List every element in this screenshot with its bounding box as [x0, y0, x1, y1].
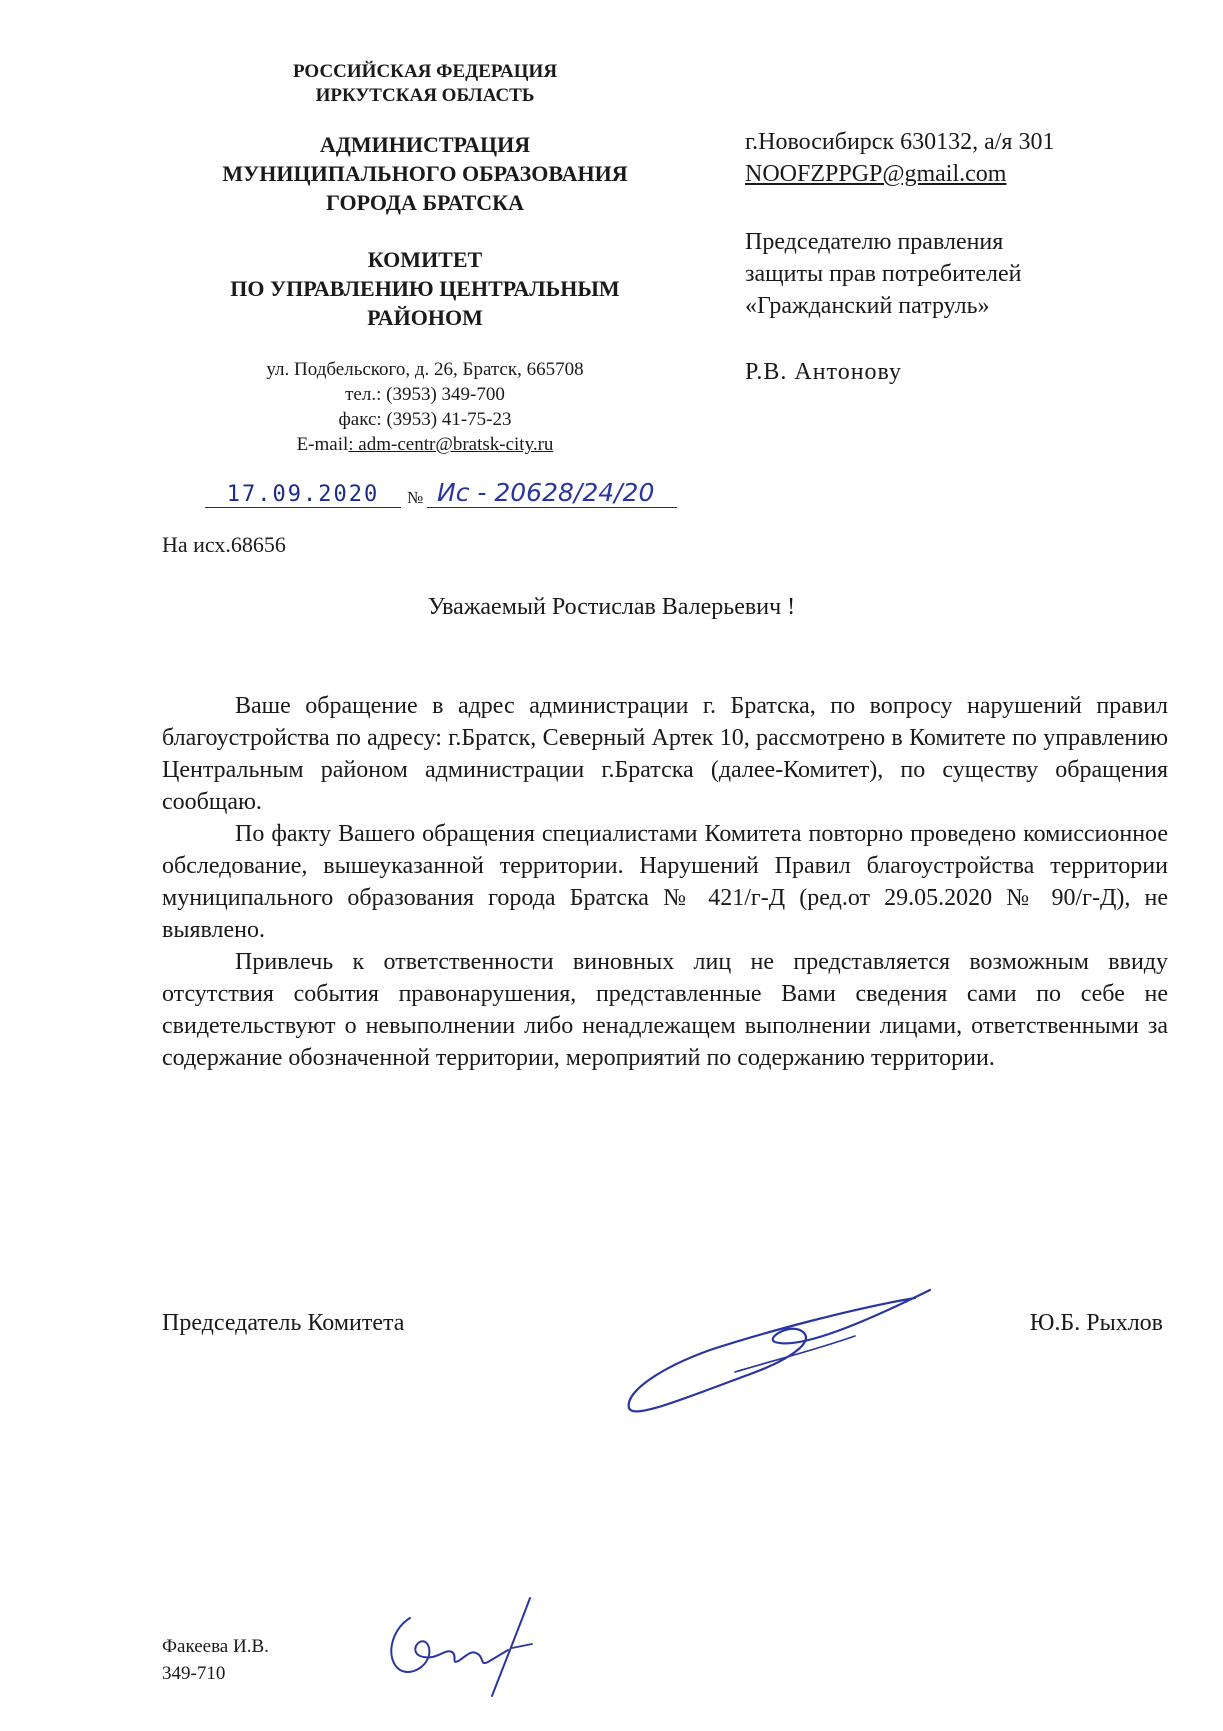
body-paragraph: По факту Вашего обращения специалистами Комитета повторно проведено комиссионное обследование, вышеуказанной территории. Нарушений Правил благоустройства территории муниципального образования города Братска № 421/г-Д (ред.от 29.05.2020 № 90/г-Д), не выявлено.	[162, 821, 1168, 943]
addressee-position-block	[745, 226, 1185, 322]
committee-header	[165, 245, 685, 332]
letter-body	[162, 690, 1168, 1074]
addressee-email-link[interactable]: NOOFZPPGP@gmail.com	[745, 161, 1007, 187]
signatory-name: Ю.Б. Рыхлов	[1029, 1310, 1163, 1336]
body-paragraph: Ваше обращение в адрес администрации г. Братска, по вопросу нарушений правил благоустройства по адресу: г.Братск, Северный Артек 10, рассмотрено в Комитете по управлению Центральным районом администрации г.Братска (далее-Комитет), по существу обращения сообщаю.	[162, 693, 1168, 815]
addressee-position-line: «Гражданский патруль»	[745, 293, 990, 319]
admin-line: АДМИНИСТРАЦИЯ	[319, 132, 531, 157]
registration-date-stamp: 17.09.2020	[205, 482, 401, 508]
addressee-position-line: Председателю правления	[745, 229, 1004, 255]
addressee-address: г.Новосибирск 630132, а/я 301	[745, 129, 1055, 155]
administration-header	[165, 130, 685, 217]
addressee-name: Р.В. Антонову	[745, 359, 903, 385]
committee-line: РАЙОНОМ	[367, 305, 483, 330]
admin-line: ГОРОДА БРАТСКА	[326, 190, 524, 215]
sender-address: ул. Подбельского, д. 26, Братск, 665708	[266, 359, 584, 380]
signatory-title: Председатель Комитета	[162, 1310, 405, 1336]
sender-email-label: E-mail	[296, 434, 349, 455]
country-line: РОССИЙСКАЯ ФЕДЕРАЦИЯ	[292, 61, 558, 82]
committee-line: КОМИТЕТ	[367, 247, 483, 272]
executor-info	[162, 1633, 269, 1687]
registration-number-label: №	[407, 488, 424, 507]
handwritten-signature-icon	[615, 1280, 935, 1420]
addressee-position-line: защиты прав потребителей	[745, 261, 1022, 287]
executor-initials-icon	[380, 1590, 570, 1700]
sender-phone: тел.: (3953) 349-700	[345, 384, 505, 405]
addressee-address-block	[745, 126, 1185, 190]
region-line: ИРКУТСКАЯ ОБЛАСТЬ	[315, 85, 535, 106]
committee-line: ПО УПРАВЛЕНИЮ ЦЕНТРАЛЬНЫМ	[230, 276, 620, 301]
greeting: Уважаемый Ростислав Валерьевич !	[427, 594, 796, 620]
executor-phone: 349-710	[162, 1663, 226, 1684]
government-header	[165, 60, 685, 108]
sender-email-link[interactable]: : adm-centr@bratsk-city.ru	[348, 434, 554, 455]
registration-number-handwritten: Ис - 20628/24/20	[427, 478, 677, 508]
executor-name: Факеева И.В.	[162, 1636, 269, 1657]
outgoing-reference: На исх.68656	[162, 532, 286, 557]
sender-contacts	[165, 357, 685, 457]
admin-line: МУНИЦИПАЛЬНОГО ОБРАЗОВАНИЯ	[222, 161, 628, 186]
registration-line	[205, 470, 695, 510]
sender-email-row	[165, 432, 685, 457]
sender-fax: факс: (3953) 41-75-23	[338, 409, 512, 430]
body-paragraph: Привлечь к ответственности виновных лиц не представляется возможным ввиду отсутствия события правонарушения, представленные Вами сведения сами по себе не свидетельствуют о невыполнении либо ненадлежащем выполнении лицами, ответственными за содержание обозначенной территории, мероприятий по содержанию территории.	[162, 949, 1168, 1071]
